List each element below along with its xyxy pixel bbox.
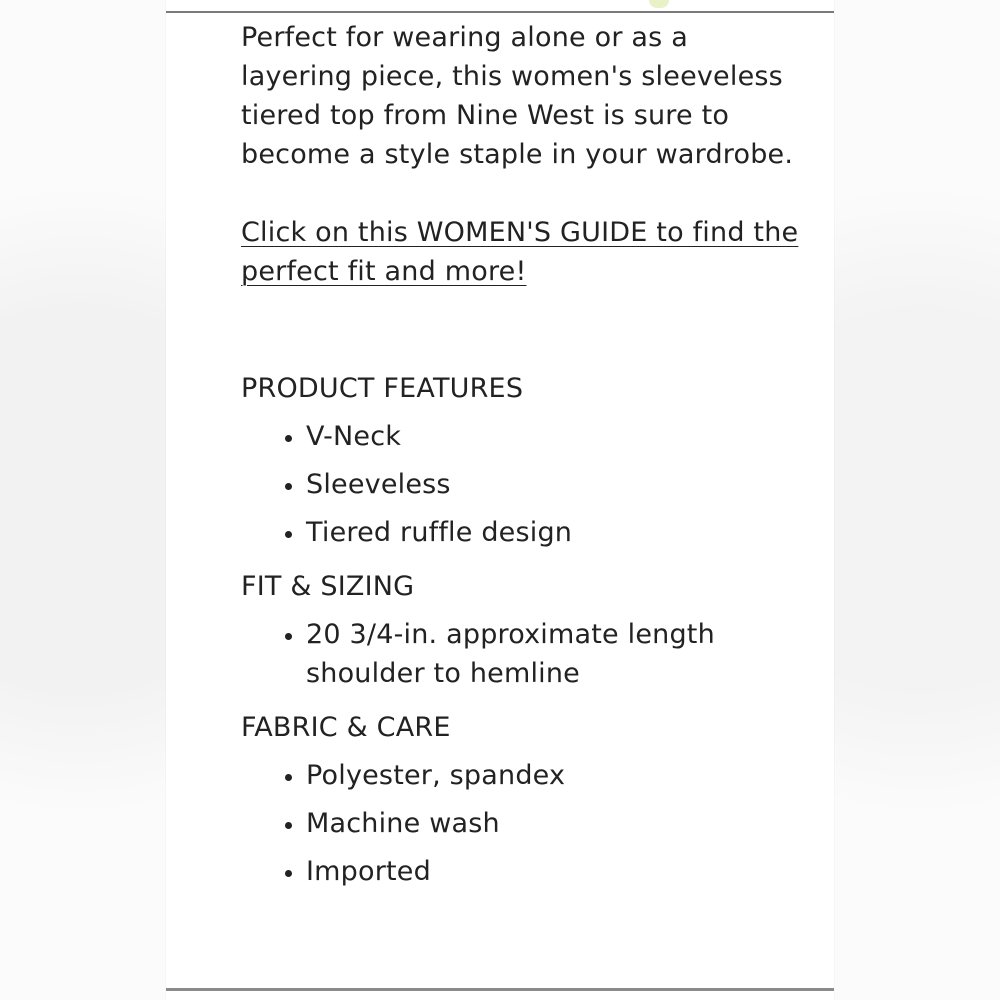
top-decorative-mark bbox=[649, 0, 669, 8]
product-description-panel bbox=[166, 0, 834, 1000]
fit-sizing-heading: FIT & SIZING bbox=[241, 571, 415, 602]
bottom-divider bbox=[166, 988, 834, 991]
fabric-care-list bbox=[241, 756, 801, 891]
product-details-content bbox=[241, 18, 801, 891]
list-item: Imported bbox=[241, 852, 801, 891]
list-item: 20 3/4-in. approximate length shoulder to hemline bbox=[241, 615, 746, 693]
product-features-heading: PRODUCT FEATURES bbox=[241, 373, 524, 404]
product-description-text: Perfect for wearing alone or as a layering piece, this women's sleeveless tiered top from Nine West is sure to become a style staple in your wardrobe. bbox=[241, 22, 794, 170]
list-item: Polyester, spandex bbox=[241, 756, 801, 795]
fabric-care-heading: FABRIC & CARE bbox=[241, 712, 451, 743]
top-divider bbox=[166, 11, 834, 13]
list-item: V-Neck bbox=[241, 417, 801, 456]
list-item: Sleeveless bbox=[241, 465, 801, 504]
list-item: Tiered ruffle design bbox=[241, 513, 801, 552]
product-features-list bbox=[241, 417, 801, 552]
list-item: Machine wash bbox=[241, 804, 801, 843]
fit-sizing-list bbox=[241, 615, 801, 693]
womens-guide-link[interactable]: Click on this WOMEN'S GUIDE to find the perfect fit and more! bbox=[241, 217, 799, 287]
